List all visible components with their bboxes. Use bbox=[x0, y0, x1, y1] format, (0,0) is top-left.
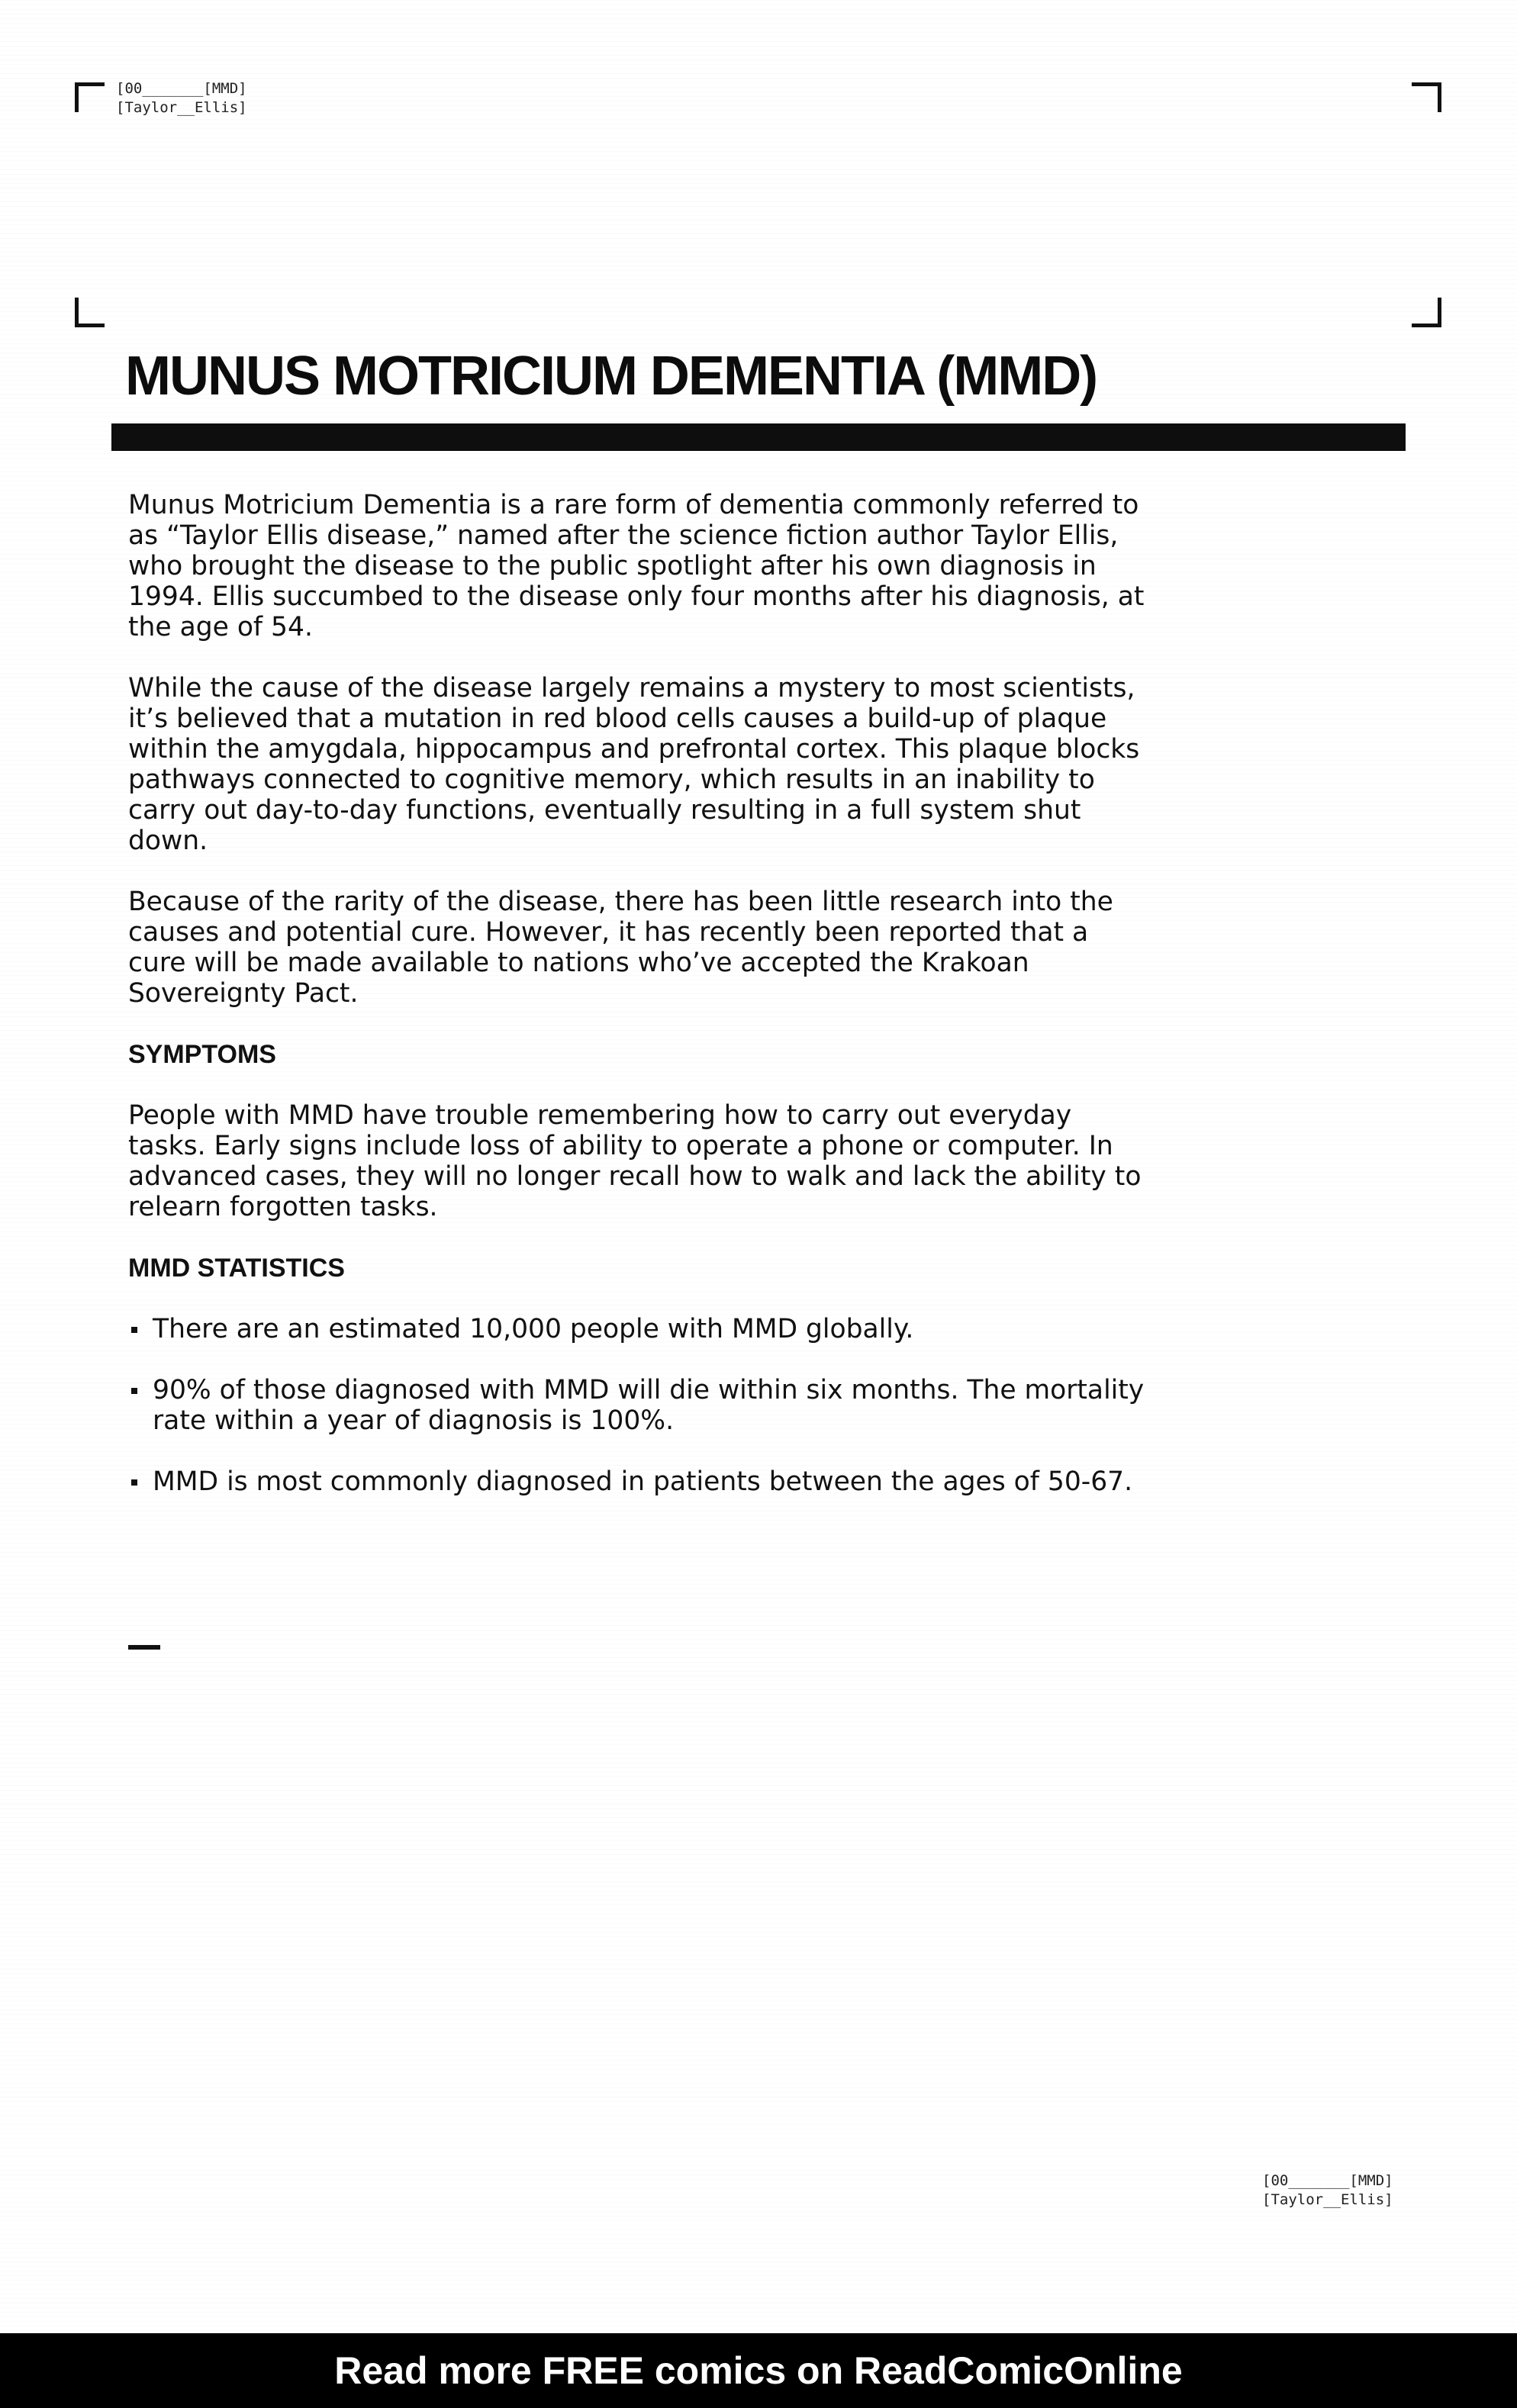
footer-link[interactable]: Read more FREE comics on ReadComicOnline bbox=[334, 2349, 1183, 2392]
cause-paragraph: While the cause of the disease largely remains a mystery to most scientists, it’s believed that a mutation in red blood cells causes a build-up of plaque within the amygdala, hippocampus and prefrontal cortex. This plaque blocks pathways connected to cognitive memory, which results in an inability to carry out day-to-day functions, eventually resulting in a full system shut down. bbox=[128, 673, 1140, 856]
list-item bbox=[128, 1466, 1151, 1497]
intro-paragraph: Munus Motricium Dementia is a rare form of dementia commonly referred to as “Taylor Ellis disease,” named after the science fiction author Taylor Ellis, who brought the disease to the public spotlight after his own diagnosis in 1994. Ellis succumbed to the disease only four months after his diagnosis, at the age of 54. bbox=[128, 490, 1145, 642]
corner-bracket-bottom-left bbox=[75, 298, 105, 327]
list-item bbox=[128, 1314, 1151, 1344]
symptoms-heading: SYMPTOMS bbox=[128, 1040, 276, 1069]
list-item bbox=[128, 1375, 1151, 1436]
corner-bracket-bottom-right bbox=[1412, 298, 1441, 327]
statistic-text: 90% of those diagnosed with MMD will die within six months. The mortality rate within a year of diagnosis is 100%. bbox=[153, 1375, 1145, 1436]
corner-bracket-top-left bbox=[75, 82, 105, 112]
square-bullet-icon bbox=[131, 1388, 137, 1394]
file-tag-line1: [00_______[MMD] bbox=[1262, 2172, 1393, 2189]
page-title: MUNUS MOTRICIUM DEMENTIA (MMD) bbox=[125, 346, 1097, 407]
file-tag-top bbox=[116, 79, 247, 118]
title-rule bbox=[111, 423, 1406, 451]
article-body bbox=[128, 490, 1151, 1528]
file-tag-line1: [00_______[MMD] bbox=[116, 80, 247, 97]
statistic-text: There are an estimated 10,000 people with MMD globally. bbox=[153, 1314, 914, 1344]
square-bullet-icon bbox=[131, 1327, 137, 1333]
footer-banner bbox=[0, 2333, 1517, 2408]
square-bullet-icon bbox=[131, 1479, 137, 1486]
end-mark-dash bbox=[128, 1645, 160, 1650]
corner-bracket-top-right bbox=[1412, 82, 1441, 112]
file-tag-bottom bbox=[1262, 2171, 1393, 2210]
statistic-text: MMD is most commonly diagnosed in patients between the ages of 50-67. bbox=[153, 1466, 1133, 1497]
file-tag-line2: [Taylor__Ellis] bbox=[1262, 2191, 1393, 2208]
file-tag-line2: [Taylor__Ellis] bbox=[116, 99, 247, 116]
symptoms-paragraph: People with MMD have trouble remembering how to carry out everyday tasks. Early signs include loss of ability to operate a phone or computer. In advanced cases, they will no longer recall how to walk and lack the ability to relearn forgotten tasks. bbox=[128, 1100, 1142, 1222]
statistics-heading: MMD STATISTICS bbox=[128, 1254, 345, 1283]
research-paragraph: Because of the rarity of the disease, there has been little research into the causes and potential cure. However, it has recently been reported that a cure will be made available to nations who’ve accepted the Krakoan Sovereignty Pact. bbox=[128, 887, 1113, 1009]
statistics-list bbox=[128, 1314, 1151, 1497]
